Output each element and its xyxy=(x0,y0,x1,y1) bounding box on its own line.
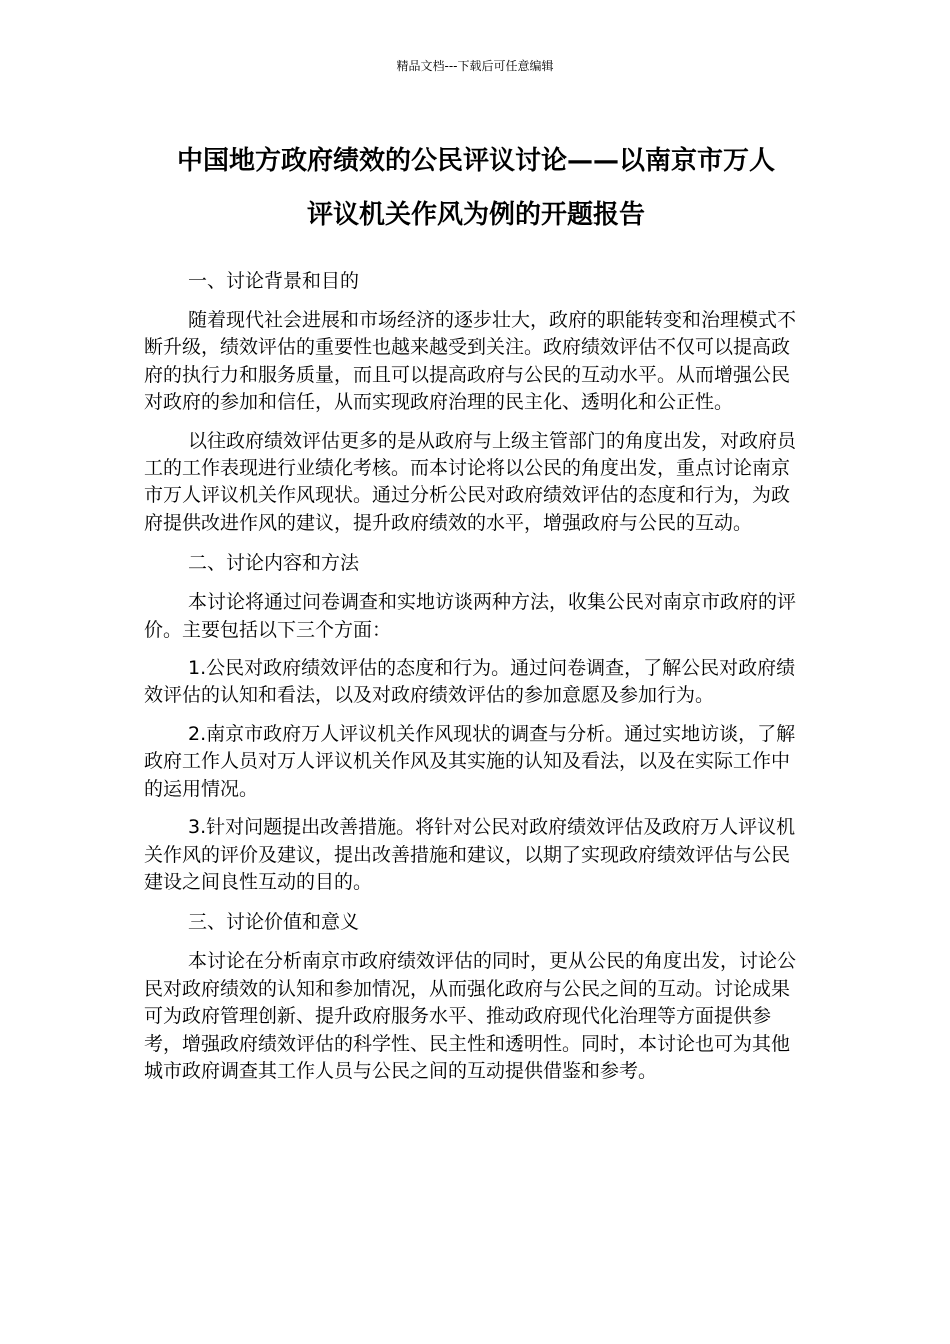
section-heading: 一、讨论背景和目的 xyxy=(188,270,360,292)
section-value-significance xyxy=(144,907,806,1085)
paragraph: 随着现代社会进展和市场经济的逐步壮大，政府的职能转变和治理模式不断升级，绩效评估的重要性也越来越受到关注。政府绩效评估不仅可以提高政府的执行力和服务质量，而且可以提高政府与公民的互动水平。从而增强公民对政府的参加和信任，从而实现政府治理的民主化、透明化和公正性。 xyxy=(144,309,797,414)
title-line-2: 评议机关作风为例的开题报告 xyxy=(306,200,645,230)
section-content-methods xyxy=(144,548,806,896)
list-item-2: 2.南京市政府万人评议机关作风现状的调查与分析。通过实地访谈，了解政府工作人员对万人评议机关作风及其实施的认知及看法，以及在实际工作中的运用情况。 xyxy=(144,722,796,800)
title-line-1: 中国地方政府绩效的公民评议讨论——以南京市万人 xyxy=(176,146,775,176)
list-item-1: 1.公民对政府绩效评估的态度和行为。通过问卷调查，了解公民对政府绩效评估的认知和看法，以及对政府绩效评估的参加意愿及参加行为。 xyxy=(144,657,796,707)
section-heading: 二、讨论内容和方法 xyxy=(188,552,360,575)
document-title xyxy=(140,134,812,242)
section-background xyxy=(144,266,806,537)
section-heading: 三、讨论价值和意义 xyxy=(188,911,360,934)
document-body xyxy=(144,266,806,1096)
list-item-3: 3.针对问题提出改善措施。将针对公民对政府绩效评估及政府万人评议机关作风的评价及建议，提出改善措施和建议，以期了实现政府绩效评估与公民建设之间良性互动的目的。 xyxy=(144,816,796,893)
paragraph: 本讨论在分析南京市政府绩效评估的同时，更从公民的角度出发，讨论公民对政府绩效的认知和参加情况，从而强化政府与公民之间的互动。讨论成果可为政府管理创新、提升政府服务水平、推动政府现代化治理等方面提供参考，增强政府绩效评估的科学性、民主性和透明性。同时，本讨论也可为其他城市政府调查其工作人员与公民之间的互动提供借鉴和参考。 xyxy=(144,950,797,1082)
header-note: 精品文档---下载后可任意编辑 xyxy=(396,59,554,73)
paragraph: 本讨论将通过问卷调查和实地访谈两种方法，收集公民对南京市政府的评价。主要包括以下三个方面： xyxy=(144,591,797,641)
paragraph: 以往政府绩效评估更多的是从政府与上级主管部门的角度出发，对政府员工的工作表现进行业绩化考核。而本讨论将以公民的角度出发，重点讨论南京市万人评议机关作风现状。通过分析公民对政府绩效评估的态度和行为，为政府提供改进作风的建议，提升政府绩效的水平，增强政府与公民的互动。 xyxy=(144,429,797,534)
